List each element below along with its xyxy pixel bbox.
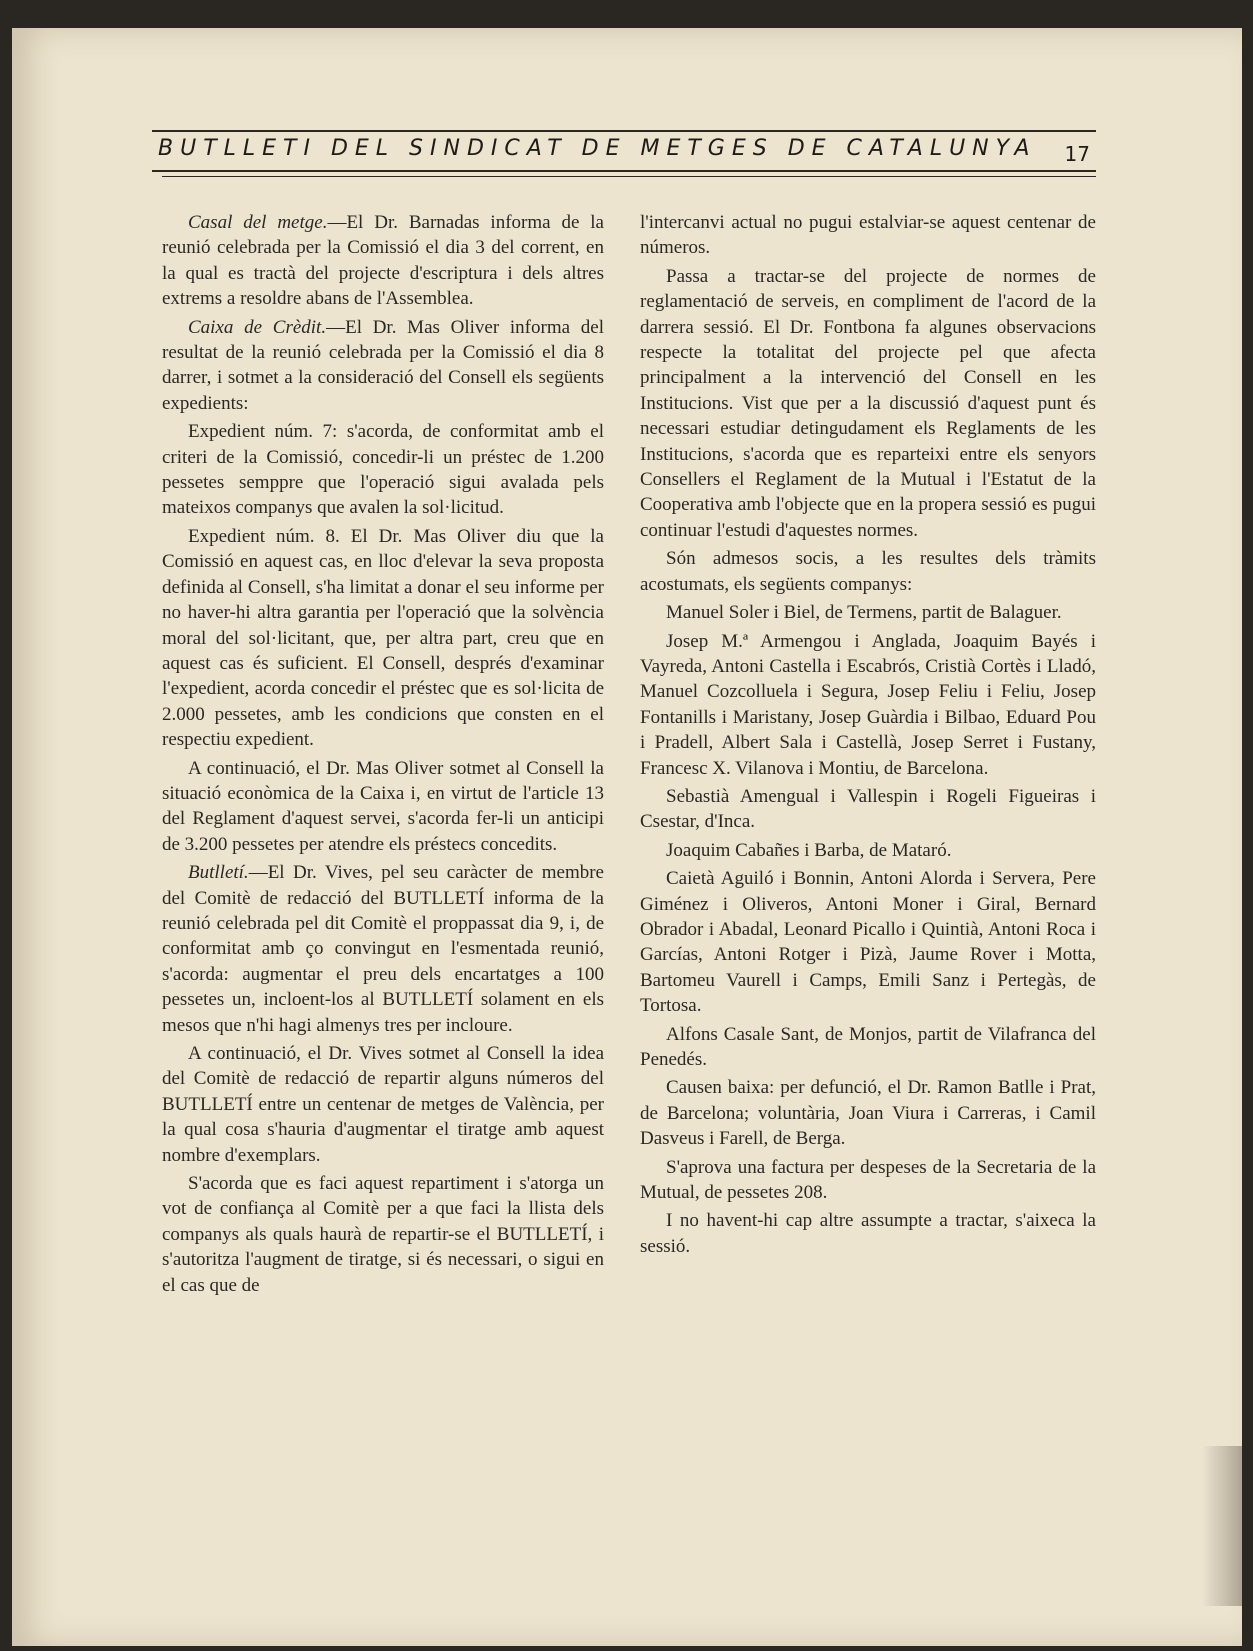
- paragraph-text: Són admesos socis, a les resultes dels tràmits acostumats, els següents companys:: [640, 548, 1096, 595]
- header-rule-bottom-thin: [162, 176, 1096, 177]
- paragraph: [162, 1171, 604, 1298]
- paragraph-text: A continuació, el Dr. Mas Oliver sotmet al Consell la situació econòmica de la Caixa i, en virtut de l'article 13 del Reglament d'aquest servei, s'acorda fer-li un anticipi de 3.200 pessetes per atendre els préstecs concedits.: [162, 757, 604, 855]
- page: [12, 28, 1242, 1646]
- paragraph: [640, 546, 1096, 597]
- paragraph: [162, 756, 604, 858]
- right-column: [640, 210, 1096, 1262]
- paragraph-text: —El Dr. Mas Oliver informa del resultat de la reunió celebrada per la Comissió el dia 8 darrer, i sotmet a la consideració del Consell els següents expedients:: [162, 316, 604, 414]
- paragraph: [640, 600, 1096, 625]
- paragraph: [162, 860, 604, 1038]
- paragraph-text: Causen baixa: per defunció, el Dr. Ramon Batlle i Prat, de Barcelona; voluntària, Joan Viura i Carreras, i Camil Dasveus i Farell, de Berga.: [640, 1077, 1096, 1150]
- paragraph-text: —El Dr. Vives, pel seu caràcter de membre del Comitè de redacció del BUTLLETÍ informa de la reunió celebrada pel dit Comitè el proppassat dia 9, i, de conformitat amb ço convingut en l'esmentada reunió, s'acorda: augmentar el preu dels encartatges a 100 pessetes un, incloent-los al BUTLLETÍ solament en els mesos que n'hi hagi almenys tres per incloure.: [162, 862, 604, 1036]
- paragraph: [640, 264, 1096, 543]
- paragraph-text: Passa a tractar-se del projecte de normes de reglamentació de serveis, en compliment de l'acord de la darrera sessió. El Dr. Fontbona fa algunes observacions respecte la totalitat del projecte pel que afecta principalment a la intervenció del Consell en les Institucions. Vist que per a la discussió d'aquest punt és necessari estudiar detingudament els Reglaments de les Institucions, s'acorda que es reparteixi entre els senyors Consellers el Reglament de la Mutual i l'Estatut de la Cooperativa amb l'objecte que en la propera sessió es pugui continuar l'estudi d'aquestes normes.: [640, 265, 1096, 541]
- paragraph: [162, 524, 604, 753]
- paragraph-text: Alfons Casale Sant, de Monjos, partit de Vilafranca del Penedés.: [640, 1023, 1096, 1070]
- paragraph: [162, 210, 604, 312]
- paragraph: [640, 210, 1096, 261]
- paragraph: [640, 629, 1096, 781]
- paragraph: [640, 1155, 1096, 1206]
- paragraph-text: Josep M.ª Armengou i Anglada, Joaquim Bayés i Vayreda, Antoni Castella i Escabrós, Cristià Cortès i Lladó, Manuel Cozcolluela i Segura, Josep Feliu i Feliu, Josep Fontanills i Maristany, Josep Guàrdia i Bilbao, Eduard Pou i Pradell, Albert Sala i Castellà, Josep Serret i Fustany, Francesc X. Vilanova i Montiu, de Barcelona.: [640, 630, 1096, 779]
- header-rule-bottom: [152, 170, 1096, 172]
- paragraph: [640, 866, 1096, 1018]
- paragraph: [640, 838, 1096, 863]
- paragraph-text: I no havent-hi cap altre assumpte a tractar, s'aixeca la sessió.: [640, 1210, 1096, 1257]
- paragraph-text: —El Dr. Barnadas informa de la reunió celebrada per la Comissió el dia 3 del corrent, en la qual es tractà del projecte d'escriptura i dels altres extrems a resoldre abans de l'Assemblea.: [162, 212, 604, 310]
- paragraph-text: Expedient núm. 7: s'acorda, de conformitat amb el criteri de la Comissió, concedir-li un préstec de 1.200 pessetes semppre que l'operació sigui avalada pels mateixos companys que avalen la sol·licitud.: [162, 421, 604, 519]
- paragraph: [640, 1075, 1096, 1151]
- paragraph-text: Sebastià Amengual i Vallespin i Rogeli Figueiras i Csestar, d'Inca.: [640, 785, 1096, 833]
- paragraph: [162, 1041, 604, 1168]
- paragraph-text: S'acorda que es faci aquest repartiment i s'atorga un vot de confiança al Comitè per a que faci la llista dels companys als quals haurà de repartir-se el BUTLLETÍ, i s'autoritza l'augment de tiratge, si és necessari, o sigui en el cas que de: [162, 1173, 604, 1296]
- paragraph: [640, 1022, 1096, 1073]
- paragraph-text: Joaquim Cabañes i Barba, de Mataró.: [666, 839, 952, 861]
- paragraph-text: S'aprova una factura per despeses de la Secretaria de la Mutual, de pessetes 208.: [640, 1156, 1096, 1204]
- journal-title: BUTLLETI DEL SINDICAT DE METGES DE CATALUNYA: [158, 136, 1037, 161]
- paragraph-text: l'intercanvi actual no pugui estalviar-se aquest centenar de números.: [640, 212, 1096, 259]
- paragraph-lead: Butlletí.: [188, 862, 249, 884]
- page-edge-shadow: [1202, 1446, 1242, 1606]
- paragraph-lead: Casal del metge.: [188, 212, 328, 233]
- left-column: [162, 210, 604, 1301]
- paragraph-text: A continuació, el Dr. Vives sotmet al Consell la idea del Comitè de redacció de repartir alguns números del BUTLLETÍ entre un centenar de metges de València, per la qual cosa s'hauria d'augmentar el tiratge amb aquest nombre d'exemplars.: [162, 1043, 604, 1166]
- paragraph-text: Manuel Soler i Biel, de Termens, partit de Balaguer.: [666, 602, 1062, 624]
- running-header: [152, 116, 1096, 186]
- paragraph: [640, 1208, 1096, 1259]
- paragraph-text: Expedient núm. 8. El Dr. Mas Oliver diu que la Comissió en aquest cas, en lloc d'elevar la seva proposta definida al Consell, s'ha limitat a donar el seu informe per no haver-hi altra garantia per l'operació que la solvència moral del sol·licitant, que, per altra part, creu que en aquest cas és suficient. El Consell, després d'examinar l'expedient, acorda concedir el préstec que es sol·licita de 2.000 pessetes, amb les condicions que consten en el respectiu expedient.: [162, 525, 604, 751]
- paragraph: [162, 419, 604, 521]
- paragraph-lead: Caixa de Crèdit.: [188, 316, 327, 338]
- paragraph-text: Caietà Aguiló i Bonnin, Antoni Alorda i Servera, Pere Giménez i Oliveros, Antoni Moner i Giral, Bernard Obrador i Abadal, Leonard Picallo i Quintià, Antoni Roca i Garcías, Antoni Rotger i Pizà, Jaume Rover i Motta, Bartomeu Vaurell i Camps, Emili Sanz i Pertegàs, de Tortosa.: [640, 868, 1096, 1017]
- paragraph: [162, 315, 604, 417]
- header-rule-top: [152, 130, 1096, 132]
- paragraph: [640, 784, 1096, 835]
- page-number: 17: [1064, 142, 1090, 166]
